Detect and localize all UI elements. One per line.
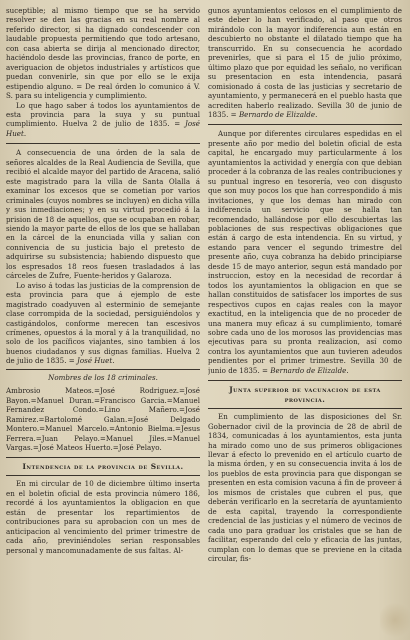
criminals-list bbox=[6, 386, 200, 452]
right-paragraph-2-text: Aunque por diferentes circulares espedidas en el presente año por medio del boletin oficial de esta capital, he encargado muy particularmente á los ayuntamientos la actividad y energía con que debian proceder á la cobranza de las reales contribuciones y su puntual ingreso en tesorería, veo con disgusto que son muy pocos los que han correspondido á mis invitaciones, y que los demas han mirado con indiferencia un servicio que se halla tan recomendado, hallándose por ello descubiertas las poblaciones de sus respectivas obligaciones que están á cargo de esta intendencia. En su virtud, y estando para vencer el segundo trimestre del presente año, cuya cobranza ha debido principiarse desde 15 de mayo anterior, segun está mandado por instruccion, estoy en la necesidad de recordar á todos los ayuntamientos la obligacion en que se hallan constituidos de satisfacer los importes de sus respectivos cupos en cajas reales con la mayor exactitud, en la inteligencia que de no proceder de una manera muy eficaz á su cumplimiento, tomaré sobre cada uno de los morosos las providencias mas ejecutivas para su pronta realizacion, así como contra los ayuntamientos que aun tuvieren adeudos pendientes por el primer trimestre. Sevilla 30 de junio de 1835. = bbox=[208, 129, 402, 375]
divider bbox=[6, 475, 200, 476]
right-paragraph-2 bbox=[208, 129, 402, 375]
divider bbox=[208, 380, 402, 381]
divider bbox=[208, 408, 402, 409]
right-paragraph-1-text: gunos ayuntamientos celosos en el cumplimiento de este deber lo han verificado, al paso que otros mirándolo con la mayor indiferencia aun están en descubierto no obstante el dilatado tiempo que ha transcurrido. En su consecuencia he acordado prevenirles, que si para el 15 de julio próximo, último plazo que por equidad les señalo, no verifican su presentacion en esta intendencia, pasará comisionado á costa de las justicias y secretario de ayuntamiento, y permanecerá en el pueblo hasta que acrediten haberlo realizado. Sevilla 30 de junio de 1835. = bbox=[208, 6, 402, 119]
divider bbox=[6, 457, 200, 458]
left-paragraph-4-text: Lo aviso á todas las justicias de la comprension de esta provincia para que á ejemplo de este magistrado coadyuven al esterminio de semejante clase corrompida de la sociedad, persiguiéndolos y castigándolos, conforme merecen tan escesivos crímenes, opuestos á la moral y á la tranquilidad, no solo de los pacíficos viajantes, sino tambien á los buenos ciudadanos y sus dignas familias. Huelva 2 de julio de 1835. = bbox=[6, 280, 200, 366]
right-paragraph-3: En cumplimiento de las disposiciones del Sr. Gobernador civil de la provincia de 28 de abril de 1834, comunicadas á los ayuntamientos, esta junta ha mirado como uno de sus primeros obligaciones llevar á efecto lo prevenido en el artículo cuarto de la misma órden, y en su consecuencia invita á los de los pueblos de esta provincia para que dispongan se presenten en esta comision vacuna á fin de proveer á los mismos de cristales que cubren el pus, que deberán verificarlo en la secretaría de ayuntamiento de esta capital, trayendo la correspondiente credencial de las justicias y el número de vecinos de cada uno para graduar los cristales que se han de facilitar, esperando del celo y eficacia de las juntas, cumplan con lo demas que se previene en la citada circular, fis- bbox=[208, 412, 402, 564]
left-column bbox=[6, 6, 200, 640]
right-signature-2: Bernardo de Elizalde. bbox=[270, 365, 349, 375]
divider bbox=[6, 369, 200, 370]
left-paragraph-3: A consecuencia de una órden de la sala de señores alcaldes de la Real Audiencia de Sevilla, que recibió el alcalde mayor del partido de Aracena, salió este magistrado para la villa de Santa Olalla á examinar los excesos que se cometian por varios criminales (cuyos nombres se incluyen) en dicha villa y sus inmediaciones; y en su virtud procedió á la prision de 18 de aquellos, que se ocupaban en robar, siendo la mayor parte de ellos de los que se hallaban en la cárcel de la enunciada villa y salian con connivencia de su justicia bajo el pretesto de adquirirse su subsistencia; habiendo dispuesto que los espresados 18 reos fuesen trasladados á las cárceles de Zufre, Fuente-heridos y Galaroza. bbox=[6, 148, 200, 281]
left-signature-1: José Huet. bbox=[6, 119, 200, 138]
divider bbox=[208, 124, 402, 125]
left-paragraph-1: suceptible; al mismo tiempo que se ha servido resolver se den las gracias en su real nombre al referido director, si ha dignado condescender con laudable propuesta permitiendo que todo artesano, con casa abierta se dirija al mencionado director, haciéndolo desde las provincias, franco de porte, en averiguacion de objetos industriales y artísticos que puedan convenirle, sin que por ello se le exija estipendio alguno. = De real órden lo comunico á V. S. para su inteligencia y cumplimiento. bbox=[6, 6, 200, 101]
left-paragraph-2 bbox=[6, 101, 200, 139]
section-heading-intendencia: Intendencia de la provincia de Sevilla. bbox=[22, 462, 184, 472]
left-paragraph-5: En mi circular de 10 de diciembre último inserta en el boletin oficial de esta provincia número 186, recordé á los ayuntamientos la obligacion en que están de presentar los repartimientos de contribuciones para su aprobacion con un mes de anticipacion al vencimiento del primer trimestre de cada año, previniéndoles serian responsables personal y mancomunadamente de sus faltas. Al- bbox=[6, 479, 200, 555]
criminals-names: Ambrosio Mateos.=José Rodriguez.=José Bayon.=Manuel Duran.=Francisco Garcia.=Manuel Fernandez Condo.=Lino Mañero.=José Ramirez.=Bartolomé Galan.=José Delgado Montero.=Manuel Marcelo.=Antonio Bielma.=Jesus Ferrera.=Juan Pelayo.=Manuel Jiles.=Manuel Vargas.=José Mateos Huerto.=José Pelayo. bbox=[6, 386, 200, 452]
criminals-title: Nombres de los 18 criminales. bbox=[48, 372, 158, 382]
divider bbox=[6, 143, 200, 144]
left-paragraph-2-text: Lo que hago saber á todos los ayuntamientos de esta provincia para la suya y su puntual cumplimiento. Huelva 2 de julio de 1835. = bbox=[6, 100, 200, 129]
right-column bbox=[208, 6, 402, 640]
section-heading-vacunacion: Junta superior de vacunacion de esta provincia. bbox=[229, 385, 381, 405]
right-signature-1: Bernardo de Elizalde. bbox=[238, 109, 318, 119]
left-paragraph-4 bbox=[6, 281, 200, 366]
left-signature-2: José Huet. bbox=[77, 356, 115, 366]
right-paragraph-1 bbox=[208, 6, 402, 119]
